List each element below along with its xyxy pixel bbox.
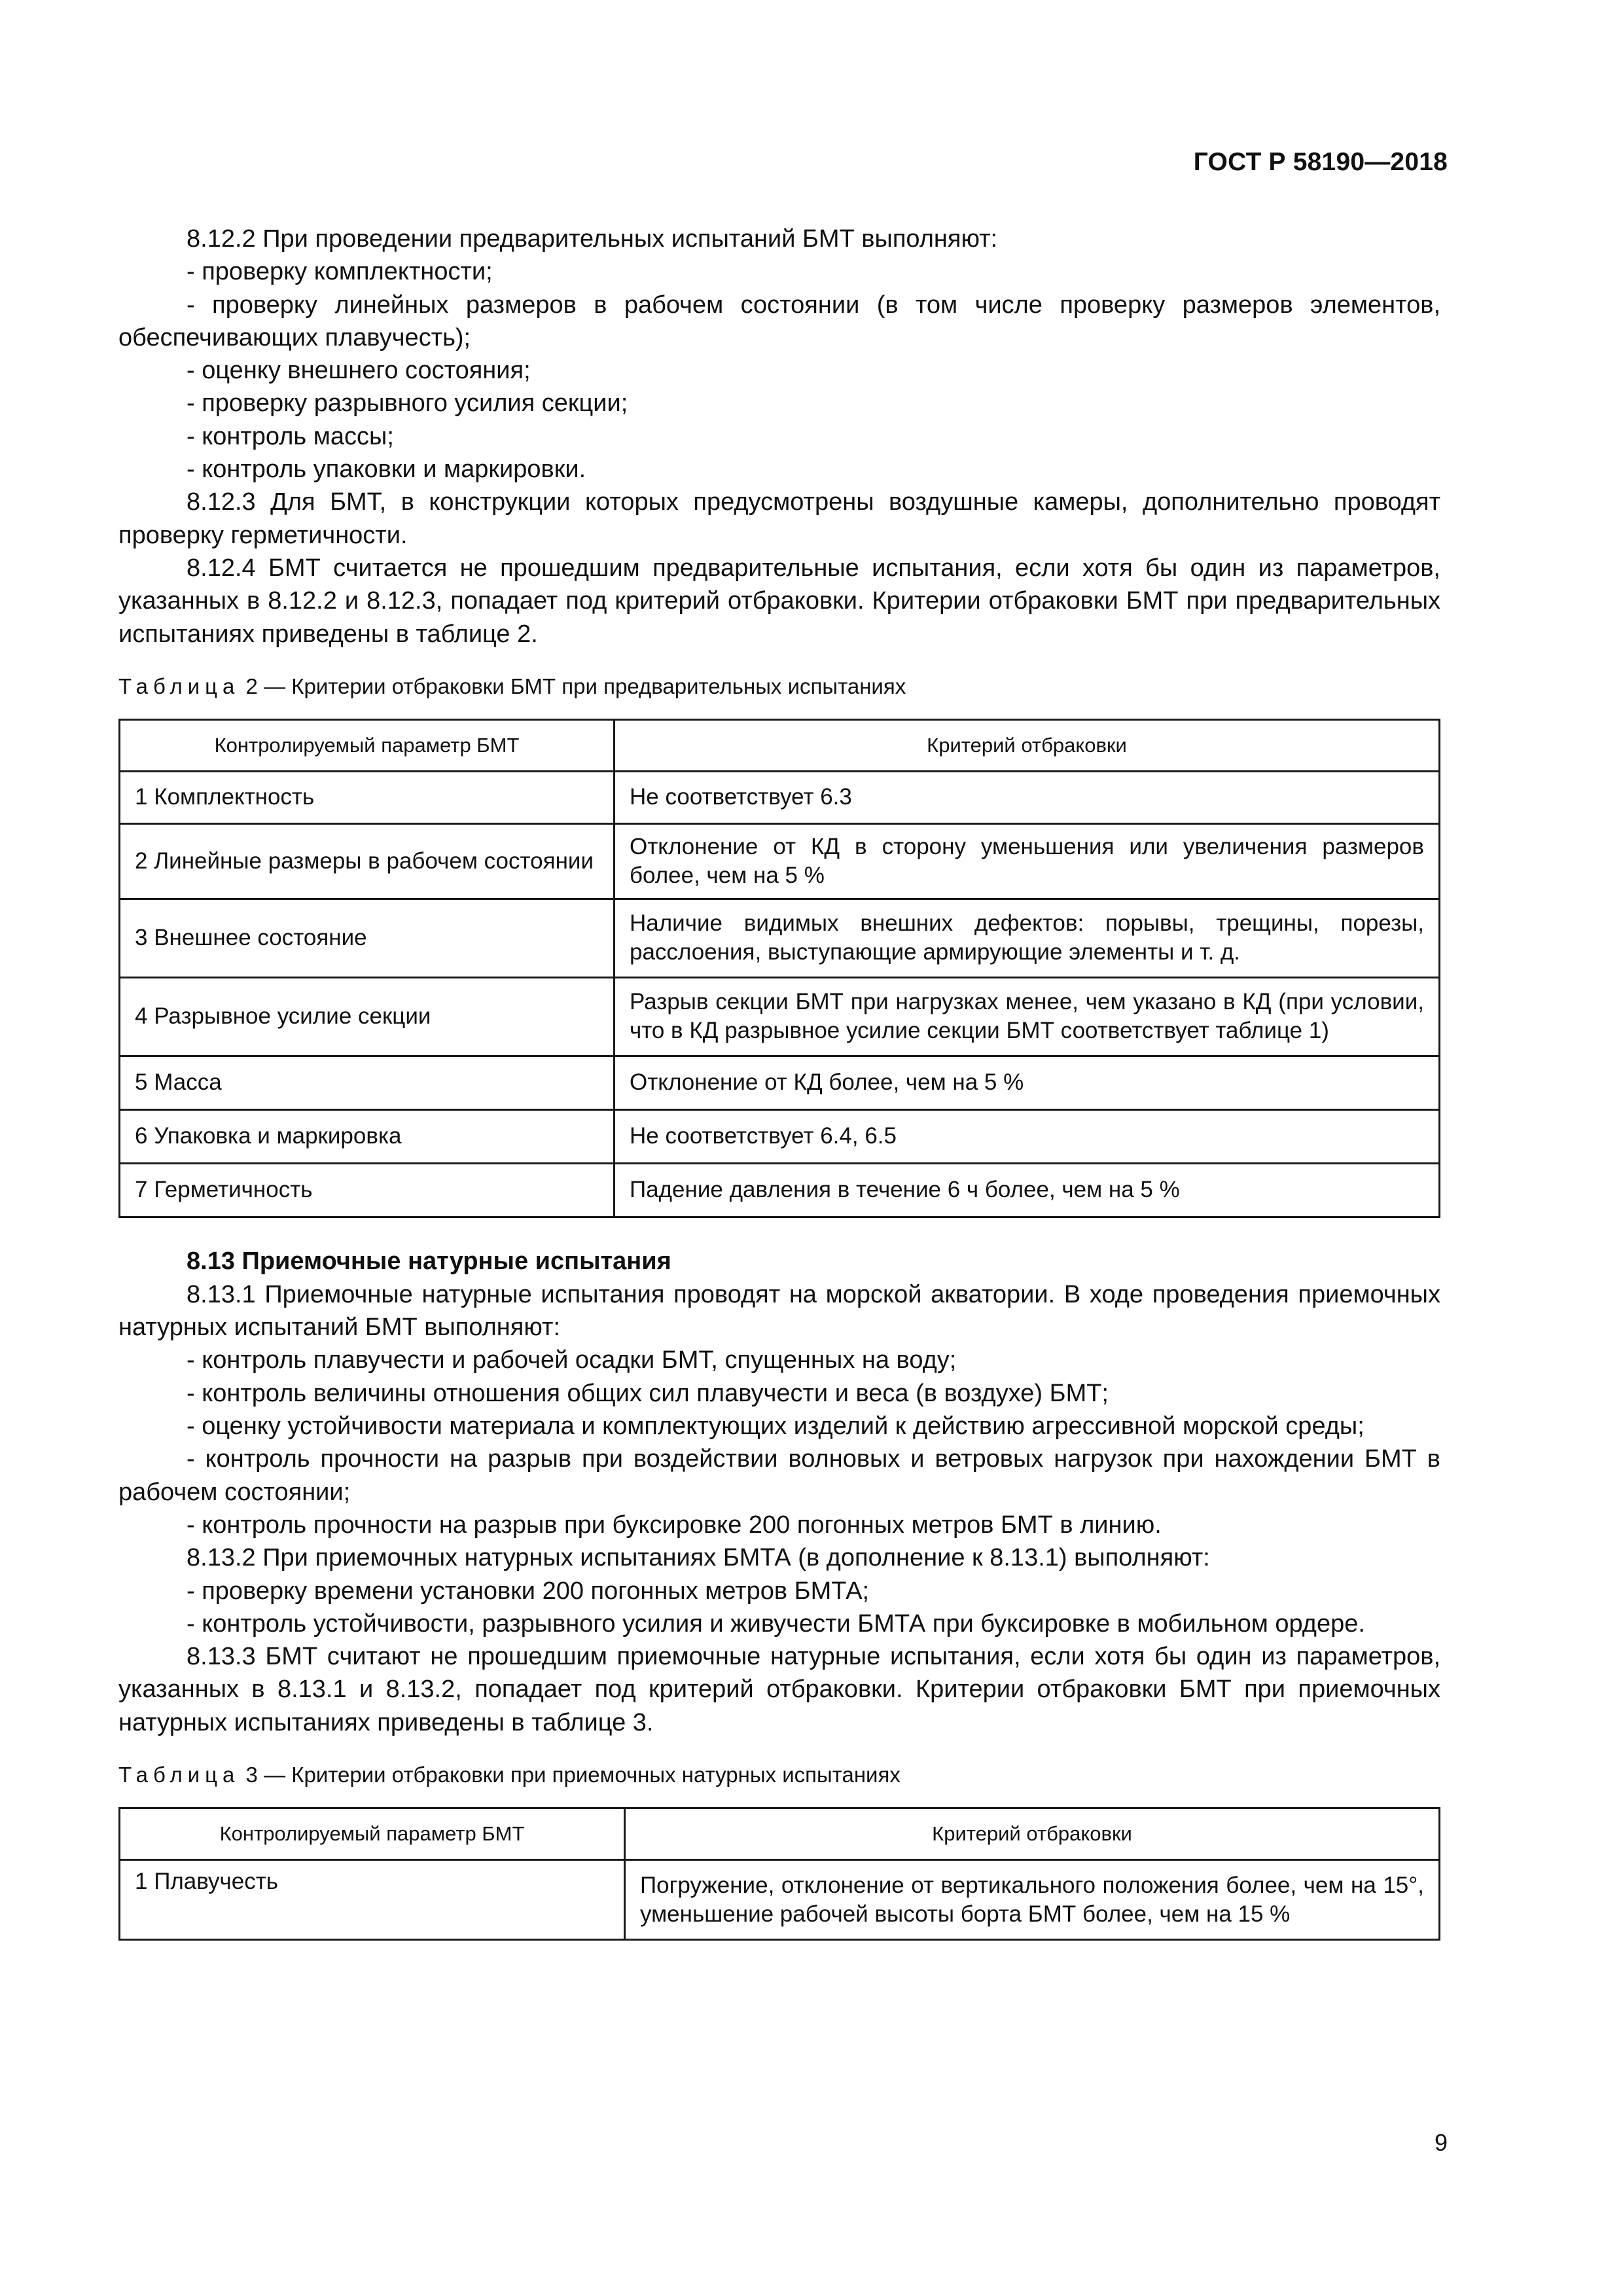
parameter-cell: 1 Плавучесть [120, 1860, 625, 1940]
paragraph-8-12-3: 8.12.3 Для БМТ, в конструкции которых предусмотрены воздушные камеры, дополнительно проводят проверку герметичности. [118, 488, 1440, 549]
table-row [120, 1056, 1440, 1109]
table-row [120, 771, 1440, 823]
criterion-cell: Наличие видимых внешних дефектов: порывы, трещины, порезы, расслоения, выступающие армирующие элементы и т. д. [615, 899, 1440, 977]
criterion-cell: Не соответствует 6.3 [615, 771, 1440, 823]
list-item: - проверку времени установки 200 погонных метров БМТА; [187, 1577, 870, 1605]
criterion-cell: Отклонение от КД более, чем на 5 % [615, 1056, 1440, 1109]
list-item: - контроль прочности на разрыв при буксировке 200 погонных метров БМТ в линию. [187, 1511, 1162, 1539]
criterion-cell: Погружение, отклонение от вертикального положения более, чем на 15°, уменьшение рабочей высоты борта БМТ более, чем на 15 % [625, 1860, 1440, 1940]
table-2-caption [118, 673, 1440, 700]
table-row [120, 977, 1440, 1056]
parameter-cell: 1 Комплектность [120, 771, 615, 823]
list-item: - проверку разрывного усилия секции; [187, 389, 628, 418]
parameter-cell: 6 Упаковка и маркировка [120, 1109, 615, 1163]
list-item: - оценку внешнего состояния; [187, 357, 531, 385]
column-header-parameter: Контролируемый параметр БМТ [120, 719, 615, 771]
list-item: - контроль массы; [187, 422, 394, 450]
parameter-cell: 3 Внешнее состояние [120, 899, 615, 977]
table-3 [118, 1807, 1440, 1941]
parameter-cell: 7 Герметичность [120, 1163, 615, 1217]
column-header-parameter: Контролируемый параметр БМТ [120, 1808, 625, 1860]
page-content [118, 223, 1440, 1941]
table-2 [118, 719, 1440, 1218]
list-item: - контроль плавучести и рабочей осадки БМТ, спущенных на воду; [187, 1346, 957, 1374]
list-item: - контроль прочности на разрыв при воздействии волновых и ветровых нагрузок при нахождении БМТ в рабочем состоянии; [118, 1445, 1440, 1506]
table-header-row [120, 1808, 1440, 1860]
table-2-caption-word: Таблица [118, 673, 240, 698]
criterion-cell: Разрыв секции БМТ при нагрузках менее, чем указано в КД (при условии, что в КД разрывное усилие секции БМТ соответствует таблице 1) [615, 977, 1440, 1056]
table-row [120, 1860, 1440, 1940]
paragraph-8-12-4: 8.12.4 БМТ считается не прошедшим предварительные испытания, если хотя бы один из параметров, указанных в 8.12.2 и 8.12.3, попадает под критерий отбраковки. Критерии отбраковки БМТ при предварительных испытаниях приведены в таблице 2. [118, 554, 1440, 648]
criterion-cell: Падение давления в течение 6 ч более, чем на 5 % [615, 1163, 1440, 1217]
table-2-caption-title: 2 — Критерии отбраковки БМТ при предварительных испытаниях [240, 673, 906, 698]
page-number: 9 [1434, 2129, 1448, 2156]
parameter-cell: 2 Линейные размеры в рабочем состоянии [120, 823, 615, 899]
table-3-caption [118, 1761, 1440, 1789]
table-row [120, 1109, 1440, 1163]
list-item: - контроль упаковки и маркировки. [187, 456, 586, 484]
table-row [120, 1163, 1440, 1217]
criterion-cell: Не соответствует 6.4, 6.5 [615, 1109, 1440, 1163]
criterion-cell: Отклонение от КД в сторону уменьшения или увеличения размеров более, чем на 5 % [615, 823, 1440, 899]
list-item: - проверку комплектности; [187, 258, 493, 286]
list-item: - контроль величины отношения общих сил плавучести и веса (в воздухе) БМТ; [187, 1379, 1109, 1407]
table-row [120, 899, 1440, 977]
section-heading-8-13: 8.13 Приемочные натурные испытания [187, 1247, 671, 1275]
paragraph-8-13-2: 8.13.2 При приемочных натурных испытаниях БМТА (в дополнение к 8.13.1) выполняют: [187, 1544, 1210, 1572]
paragraph-8-13-3: 8.13.3 БМТ считают не прошедшим приемочные натурные испытания, если хотя бы один из параметров, указанных в 8.13.1 и 8.13.2, попадает под критерий отбраковки. Критерии отбраковки БМТ при приемочных натурных испытаниях приведены в таблице 3. [118, 1643, 1440, 1736]
table-3-caption-title: 3 — Критерии отбраковки при приемочных натурных испытаниях [240, 1763, 901, 1787]
document-code: ГОСТ Р 58190—2018 [1193, 148, 1448, 176]
paragraph-8-12-2: 8.12.2 При проведении предварительных испытаний БМТ выполняют: [187, 225, 998, 253]
paragraph-8-13-1: 8.13.1 Приемочные натурные испытания проводят на морской акватории. В ходе проведения приемочных натурных испытаний БМТ выполняют: [118, 1280, 1440, 1342]
list-item: - контроль устойчивости, разрывного усилия и живучести БМТА при буксировке в мобильном ордере. [187, 1609, 1365, 1638]
parameter-cell: 4 Разрывное усилие секции [120, 977, 615, 1056]
list-item: - проверку линейных размеров в рабочем состоянии (в том числе проверку размеров элементов, обеспечивающих плавучесть); [118, 291, 1440, 351]
table-3-caption-word: Таблица [118, 1763, 240, 1787]
list-item: - оценку устойчивости материала и комплектующих изделий к действию агрессивной морской среды; [187, 1412, 1364, 1441]
column-header-criterion: Критерий отбраковки [625, 1808, 1440, 1860]
parameter-cell: 5 Масса [120, 1056, 615, 1109]
column-header-criterion: Критерий отбраковки [615, 719, 1440, 771]
table-header-row [120, 719, 1440, 771]
table-row [120, 823, 1440, 899]
